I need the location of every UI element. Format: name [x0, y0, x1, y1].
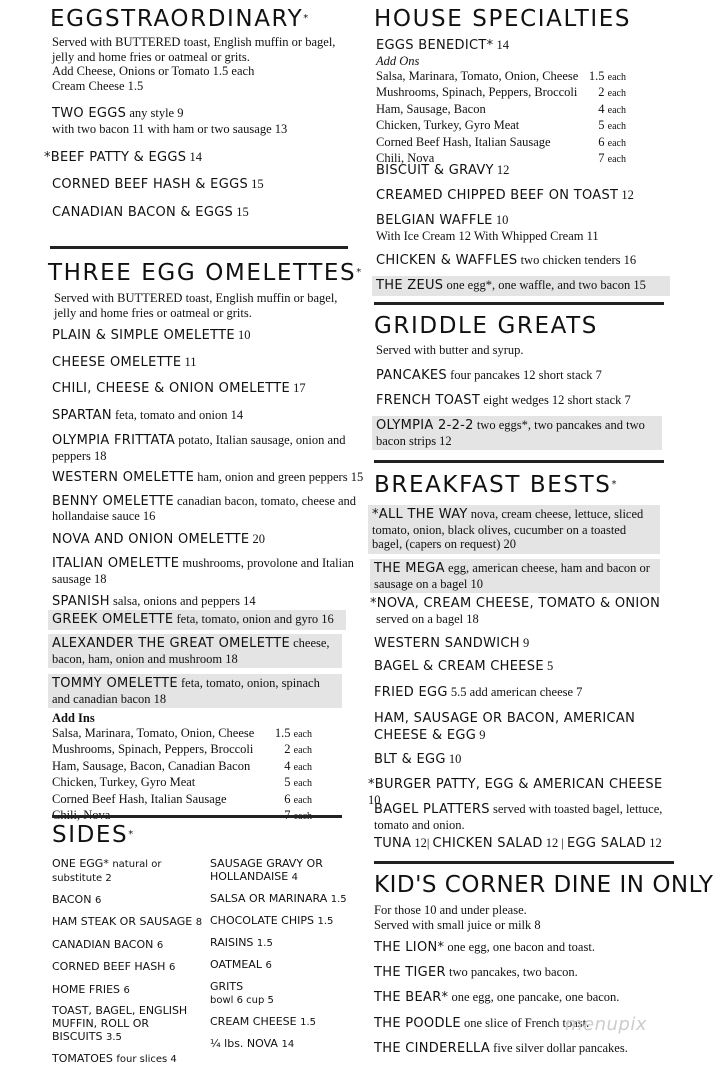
add-on-row: [376, 85, 626, 102]
item-name: PLAIN & SIMPLE OMELETTE: [52, 328, 235, 343]
side-desc: 4: [291, 872, 299, 883]
menu-item[interactable]: [52, 408, 364, 424]
add-in-unit: each: [293, 778, 312, 789]
item-name: WESTERN SANDWICH: [374, 636, 520, 651]
side-item[interactable]: [210, 914, 362, 928]
add-in-name: Salsa, Marinara, Tomato, Onion, Cheese: [52, 725, 255, 740]
item-name: FRENCH TOAST: [376, 393, 481, 408]
add-on-unit: each: [607, 154, 626, 165]
item-desc: 11: [184, 354, 197, 369]
side-desc: 6: [265, 960, 272, 971]
sides-col-2: [210, 848, 362, 1066]
menu-item-shaded[interactable]: [48, 610, 346, 630]
menu-item[interactable]: [44, 150, 202, 166]
menu-item-eggs-benedict[interactable]: [376, 38, 509, 54]
add-in-row: [52, 775, 312, 792]
item-desc: canadian bacon, tomato, cheese and hollandaise sauce 16: [52, 493, 357, 523]
side-desc: 1.5: [256, 938, 273, 949]
item-desc: eight wedges 12 short stack 7: [483, 393, 631, 407]
side-desc: four slices 4: [116, 1054, 177, 1065]
menu-item[interactable]: [376, 368, 602, 384]
add-on-unit: each: [607, 88, 626, 99]
item-desc: feta, tomato, onion, spinach and canadian bacon 18: [52, 676, 320, 706]
add-in-unit: each: [293, 745, 312, 756]
side-desc: 8: [195, 917, 203, 928]
menu-item[interactable]: [52, 594, 364, 610]
side-desc: 6: [156, 940, 164, 951]
add-in-price: 5: [284, 775, 291, 789]
omelettes-desc: [54, 291, 364, 320]
salad-name[interactable]: EGG SALAD: [567, 836, 647, 851]
kids-desc: [374, 903, 541, 932]
menu-item-shaded[interactable]: [48, 674, 342, 708]
side-item[interactable]: [52, 938, 210, 952]
item-name: *ALL THE WAY: [372, 507, 468, 522]
item-sub: with two bacon 11 with ham or two sausage 13: [52, 121, 288, 136]
menu-item[interactable]: [376, 393, 631, 409]
add-ins: [52, 711, 312, 825]
menu-item[interactable]: [374, 990, 619, 1006]
side-name: GRITS: [210, 980, 244, 993]
side-desc: natural or substitute 2: [52, 859, 162, 884]
side-name: CHOCOLATE CHIPS: [210, 914, 314, 927]
salad-name[interactable]: CHICKEN SALAD: [432, 836, 543, 851]
side-name: HAM STEAK OR SAUSAGE: [52, 915, 193, 928]
asterisk-mark: *: [128, 829, 134, 840]
desc-line: jelly and home fries or oatmeal or grits.: [54, 305, 252, 320]
menu-item-shaded[interactable]: [370, 559, 660, 593]
item-name: OLYMPIA 2-2-2: [376, 418, 474, 433]
asterisk-mark: *: [356, 267, 362, 278]
side-desc: 14: [281, 1039, 295, 1050]
item-desc: two pancakes, two bacon.: [448, 965, 578, 979]
add-on-row: [376, 118, 626, 135]
sides-grid: [52, 848, 362, 1066]
menu-item[interactable]: [52, 177, 264, 193]
menupix-watermark: menupix: [565, 1014, 648, 1035]
section-title-text: EGGSTRAORDINARY: [50, 6, 304, 32]
add-in-name: Chicken, Turkey, Gyro Meat: [52, 775, 196, 789]
menu-item-shaded[interactable]: [372, 276, 670, 296]
side-desc: 1.5: [300, 1017, 316, 1028]
item-name: EGGS BENEDICT*: [376, 38, 494, 53]
menu-item-shaded[interactable]: [48, 634, 342, 668]
side-item[interactable]: [210, 980, 362, 1007]
side-item[interactable]: [210, 857, 330, 884]
add-on-unit: each: [607, 121, 626, 132]
item-desc: 10: [237, 328, 251, 342]
item-desc: any style 9: [129, 106, 184, 120]
menu-item[interactable]: [374, 965, 578, 981]
item-name: THE CINDERELLA: [374, 1041, 491, 1056]
item-desc: one slice of French toast.: [463, 1016, 590, 1030]
item-desc: 9: [522, 636, 530, 650]
item-name: THE TIGER: [374, 965, 446, 980]
menu-item[interactable]: [376, 163, 509, 179]
add-in-row: [52, 792, 312, 809]
add-in-row: [52, 726, 312, 743]
add-in-unit: each: [293, 761, 312, 773]
item-name: CANADIAN BACON & EGGS: [52, 205, 234, 220]
item-name: BAGEL PLATTERS: [374, 802, 490, 817]
item-name: CREAMED CHIPPED BEEF ON TOAST: [376, 188, 619, 203]
asterisk-mark: *: [611, 479, 617, 490]
menu-item[interactable]: [370, 596, 662, 626]
item-name: SPARTAN: [52, 407, 112, 423]
griddle-title: GRIDDLE GREATS: [374, 313, 598, 339]
section-divider: [374, 302, 664, 305]
omelette-list: [52, 328, 364, 610]
add-on-unit: each: [607, 71, 626, 83]
eggstraordinary-desc: [52, 35, 362, 93]
side-name: HOME FRIES: [52, 983, 121, 996]
item-desc: mushrooms, provolone and Italian sausage 18: [52, 556, 354, 586]
side-item[interactable]: [52, 960, 210, 974]
add-in-row: [52, 759, 312, 776]
add-on-price: 1.5: [588, 68, 605, 83]
item-desc: feta, tomato, onion and gyro 16: [176, 612, 334, 626]
add-in-unit: each: [293, 794, 312, 806]
item-name: NOVA AND ONION OMELETTE: [52, 531, 250, 547]
side-desc: 6: [168, 962, 176, 973]
house-add-ons: [376, 54, 626, 168]
item-name: BISCUIT & GRAVY: [376, 163, 494, 178]
item-name: OLYMPIA FRITTATA: [52, 433, 176, 448]
item-desc: nova, cream cheese, lettuce, sliced tomato, onion, black olives, cucumber on a toasted bagel, (capers on request) 20: [372, 507, 644, 551]
item-price: 14: [496, 38, 510, 52]
add-in-name: Corned Beef Hash, Italian Sausage: [52, 791, 227, 806]
add-ons-title: Add Ons: [376, 54, 420, 68]
add-in-price: 1.5: [274, 725, 291, 740]
item-price: 15: [236, 205, 249, 219]
item-desc: four pancakes 12 short stack 7: [450, 368, 602, 382]
sides-title: [52, 822, 133, 848]
item-price: 14: [189, 150, 202, 164]
item-desc: two chicken tenders 16: [520, 253, 637, 267]
add-on-unit: each: [607, 104, 626, 116]
item-name: TWO EGGS: [52, 106, 127, 121]
item-name: ALEXANDER THE GREAT OMELETTE: [52, 636, 290, 651]
desc-line: Served with BUTTERED toast, English muffin or bagel,: [52, 35, 336, 49]
add-in-name: Chili, Nova: [52, 808, 111, 822]
add-on-unit: each: [607, 137, 626, 149]
menu-item[interactable]: [52, 328, 364, 344]
add-on-row: [376, 102, 626, 119]
add-on-price: 7: [598, 151, 605, 165]
item-desc: 10: [495, 213, 509, 227]
item-desc: five silver dollar pancakes.: [493, 1041, 628, 1055]
item-name: *NOVA, CREAM CHEESE, TOMATO & ONION: [370, 596, 661, 611]
desc-line: Add Cheese, Onions or Tomato 1.5 each: [52, 64, 255, 78]
side-item[interactable]: [52, 915, 210, 929]
item-name: FRIED EGG: [374, 685, 448, 700]
side-name: CORNED BEEF HASH: [52, 960, 166, 973]
side-desc: 1.5: [330, 894, 347, 905]
item-name: *BURGER PATTY, EGG & AMERICAN CHEESE: [368, 777, 663, 792]
side-item[interactable]: [52, 857, 210, 885]
item-desc: 17: [293, 381, 306, 395]
item-desc: one egg, one pancake, one bacon.: [451, 990, 620, 1004]
menu-item-shaded[interactable]: [372, 416, 662, 450]
menu-item-belgian-waffle[interactable]: [376, 213, 599, 243]
salad-row: TUNA 12| CHICKEN SALAD 12 | EGG SALAD 12: [374, 836, 662, 851]
side-desc: 6: [123, 985, 130, 996]
griddle-desc: Served with butter and syrup.: [376, 343, 524, 357]
menu-item[interactable]: [376, 188, 634, 204]
side-name: RAISINS: [210, 936, 254, 949]
desc-line: Cream Cheese 1.5: [52, 78, 144, 93]
side-desc: 3.5: [105, 1032, 122, 1043]
item-name: BLT & EGG: [374, 752, 446, 767]
item-desc: 10: [448, 752, 462, 766]
item-name: THE POODLE: [374, 1016, 461, 1031]
side-desc: bowl 6 cup 5: [210, 995, 274, 1006]
menu-item[interactable]: [374, 710, 644, 744]
item-name: TOMMY OMELETTE: [52, 676, 178, 691]
item-price: 15: [251, 177, 264, 191]
add-on-name: Chicken, Turkey, Gyro Meat: [376, 118, 520, 132]
item-desc: 5.5 add american cheese 7: [450, 685, 583, 699]
menu-item[interactable]: [52, 532, 364, 548]
desc-line: Served with small juice or milk 8: [374, 917, 541, 932]
item-desc: 20: [252, 531, 265, 546]
add-in-name: Mushrooms, Spinach, Peppers, Broccoli: [52, 742, 254, 756]
menu-item[interactable]: [52, 494, 364, 524]
add-on-price: 6: [598, 134, 605, 149]
item-desc: feta, tomato and onion 14: [115, 407, 244, 422]
item-name: CHICKEN & WAFFLES: [376, 253, 518, 268]
add-on-name: Corned Beef Hash, Italian Sausage: [376, 134, 551, 149]
desc-line: Served with BUTTERED toast, English muffin or bagel,: [54, 291, 338, 305]
salad-price: 12: [414, 836, 427, 850]
item-name: BAGEL & CREAM CHEESE: [374, 659, 544, 674]
item-desc: one egg, one bacon and toast.: [447, 940, 595, 954]
side-item[interactable]: [210, 892, 362, 906]
item-desc: 12: [496, 163, 510, 177]
menu-item[interactable]: [52, 355, 364, 371]
desc-line: jelly and home fries or oatmeal or grits.: [52, 49, 250, 64]
menu-item[interactable]: [52, 205, 249, 221]
side-name: CREAM CHEESE: [210, 1015, 297, 1028]
section-title-text: SIDES: [52, 822, 129, 848]
menu-item[interactable]: [374, 1016, 589, 1032]
item-desc: 10: [368, 792, 381, 807]
add-on-price: 4: [598, 101, 605, 116]
kids-title: KID'S CORNER DINE IN ONLY: [374, 872, 714, 898]
section-title-text: THREE EGG OMELETTES: [48, 260, 357, 286]
add-on-row: [376, 135, 626, 152]
item-name: BENNY OMELETTE: [52, 493, 174, 509]
salad-price: 12: [649, 836, 662, 850]
salad-price: 12: [545, 836, 559, 850]
menu-item[interactable]: [374, 802, 664, 832]
add-on-name: Mushrooms, Spinach, Peppers, Broccoli: [376, 85, 578, 99]
item-name: *BEEF PATTY & EGGS: [44, 150, 187, 165]
eggstraordinary-title: [50, 6, 308, 32]
desc-line: For those 10 and under please.: [374, 903, 527, 917]
item-desc: cheese, bacon, ham, onion and mushroom 18: [52, 636, 330, 666]
item-desc: salsa, onions and peppers 14: [112, 594, 256, 608]
add-in-row: [52, 742, 312, 759]
side-name: TOAST, BAGEL, ENGLISH MUFFIN, ROLL OR BISCUITS: [52, 1004, 188, 1043]
add-on-price: 5: [598, 118, 605, 132]
menu-item[interactable]: [52, 470, 364, 486]
asterisk-mark: *: [303, 13, 309, 24]
add-on-name: Ham, Sausage, Bacon: [376, 101, 486, 116]
menu-item[interactable]: [374, 636, 529, 652]
item-name: THE LION*: [374, 940, 445, 955]
item-name: PANCAKES: [376, 368, 447, 383]
side-item[interactable]: [52, 893, 210, 907]
house-title: HOUSE SPECIALTIES: [374, 6, 632, 32]
add-on-row: [376, 69, 626, 86]
salad-name[interactable]: TUNA: [374, 836, 412, 851]
item-desc: egg, american cheese, ham and bacon or sausage on a bagel 10: [374, 561, 650, 591]
side-name: SALSA OR MARINARA: [210, 892, 328, 905]
section-title-text: BREAKFAST BESTS: [374, 472, 612, 498]
item-desc: 5: [546, 659, 554, 673]
menu-item[interactable]: [376, 253, 636, 269]
add-ins-title: Add Ins: [52, 711, 95, 725]
section-divider: [50, 246, 348, 249]
add-in-unit: each: [293, 811, 312, 822]
item-name: THE MEGA: [374, 561, 445, 576]
omelettes-title: [48, 260, 361, 286]
item-name: ITALIAN OMELETTE: [52, 556, 180, 571]
menu-item[interactable]: [52, 381, 364, 397]
item-name: HAM, SAUSAGE OR BACON, AMERICAN CHEESE & EGG: [374, 711, 636, 743]
section-divider: [374, 861, 674, 864]
side-item[interactable]: [210, 1037, 362, 1051]
add-in-price: 6: [284, 791, 291, 806]
side-desc: 6: [94, 895, 102, 906]
item-desc: served on a bagel 18: [376, 611, 479, 626]
sides-col-1: [52, 848, 210, 1066]
side-name: ONE EGG*: [52, 857, 109, 870]
item-desc: one egg*, one waffle, and two bacon 15: [446, 278, 646, 292]
menu-item[interactable]: [374, 940, 595, 956]
menu-item-two-eggs[interactable]: [52, 106, 362, 136]
add-in-unit: each: [293, 728, 312, 740]
side-item[interactable]: [210, 1015, 362, 1029]
side-name: ¼ lbs. NOVA: [210, 1037, 278, 1050]
side-name: TOMATOES: [52, 1052, 113, 1065]
item-desc: two eggs*, two pancakes and two bacon strips 12: [376, 418, 645, 448]
menu-item[interactable]: [374, 752, 461, 768]
menu-item[interactable]: [374, 659, 553, 675]
add-in-name: Ham, Sausage, Bacon, Canadian Bacon: [52, 758, 251, 773]
side-item[interactable]: [210, 936, 362, 950]
side-name: BACON: [52, 893, 92, 906]
item-desc: ham, onion and green peppers 15: [197, 470, 364, 484]
item-sub: With Ice Cream 12 With Whipped Cream 11: [376, 228, 599, 243]
item-name: THE ZEUS: [376, 278, 444, 293]
side-name: CANADIAN BACON: [52, 938, 154, 951]
item-desc: 12: [621, 188, 634, 202]
side-item[interactable]: [52, 983, 210, 997]
add-on-name: Chili, Nova: [376, 151, 435, 165]
item-name: CORNED BEEF HASH & EGGS: [52, 177, 248, 192]
side-desc: 1.5: [317, 916, 334, 927]
menu-item[interactable]: [52, 433, 364, 463]
item-name: CHILI, CHEESE & ONION OMELETTE: [52, 381, 291, 396]
add-on-price: 2: [598, 85, 605, 99]
menu-item[interactable]: [374, 685, 582, 701]
side-item[interactable]: [52, 1004, 192, 1044]
side-name: SAUSAGE GRAVY OR HOLLANDAISE: [210, 857, 323, 883]
menu-item[interactable]: [374, 1041, 628, 1057]
menu-item-shaded[interactable]: [368, 505, 660, 554]
item-desc: 9: [479, 728, 486, 742]
item-name: WESTERN OMELETTE: [52, 470, 195, 485]
item-name: GREEK OMELETTE: [52, 612, 174, 627]
item-desc: served with toasted bagel, lettuce, tomato and onion.: [374, 802, 663, 832]
item-name: THE BEAR*: [374, 990, 449, 1005]
side-item[interactable]: [210, 958, 362, 972]
menu-item[interactable]: [52, 556, 364, 586]
add-on-name: Salsa, Marinara, Tomato, Onion, Cheese: [376, 68, 579, 83]
item-name: SPANISH: [52, 594, 110, 609]
item-desc: potato, Italian sausage, onion and peppers 18: [52, 433, 346, 463]
item-name: CHEESE OMELETTE: [52, 354, 182, 370]
section-divider: [52, 815, 342, 818]
add-in-price: 2: [284, 742, 291, 756]
add-in-price: 4: [284, 758, 291, 773]
side-name: OATMEAL: [210, 958, 262, 971]
section-divider: [374, 460, 664, 463]
side-item[interactable]: [52, 1052, 210, 1066]
item-name: BELGIAN WAFFLE: [376, 213, 493, 228]
add-in-price: 7: [284, 808, 291, 822]
breakfast-title: [374, 472, 616, 498]
